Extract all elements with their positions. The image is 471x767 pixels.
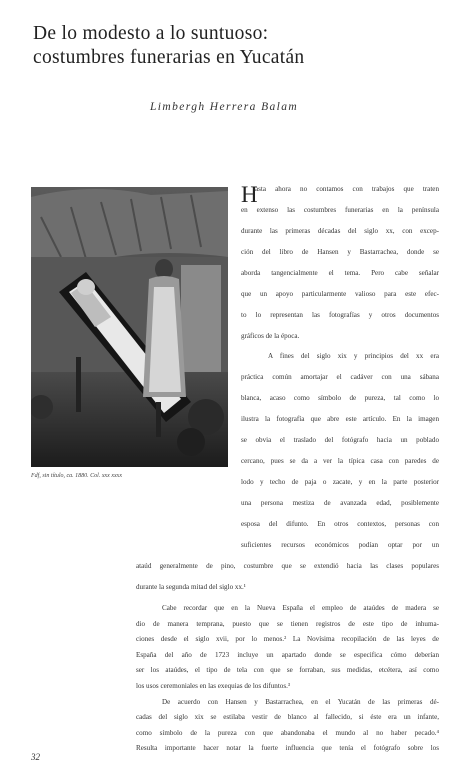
body-line: cercano, pues se da a ver la típica casa con paredes de	[241, 457, 439, 465]
body-line: una persona mestiza de avanzada edad, posiblemente	[241, 499, 439, 507]
body-line: De acuerdo con Hansen y Bastarrachea, en el Yucatán de las primeras dé-	[162, 697, 439, 706]
title-line-1: De lo modesto a lo suntuoso:	[33, 23, 269, 44]
body-line: ilustra la fotografía que abre este artículo. En la imagen	[241, 415, 439, 423]
body-line: durante la segunda mitad del siglo xx.¹	[136, 583, 246, 591]
body-line: ser los ataúdes, el tipo de tela con que se forraban, sus medidas, etcétera, así como	[136, 666, 439, 675]
article-title	[33, 22, 453, 70]
body-line: aborda tangencialmente el tema. Pero cabe señalar	[241, 269, 439, 277]
body-line: Resulta importante hacer notar la fuerte influencia que tenía el fotógrafo sobre los	[136, 744, 439, 753]
body-line: ciones desde el siglo xvii, por lo menos.² La Novísima recopilación de las leyes de	[136, 635, 439, 644]
body-line: gráficos de la época.	[241, 332, 300, 340]
body-line: asta ahora no contamos con trabajos que traten	[255, 185, 439, 193]
body-line: durante las primeras décadas del siglo xx, con excep-	[241, 227, 439, 235]
funeral-photograph	[31, 187, 228, 467]
body-line: como símbolo de la pureza con que abandonaba el mundo al no haber pecado.⁴	[136, 728, 439, 737]
body-line: se obvia el traslado del fotógrafo hacia un poblado	[241, 436, 439, 444]
body-line: cadas del siglo xix se estilaba vestir de blanco al fallecido, si éste era un infante,	[136, 713, 439, 722]
body-line: ataúd generalmente de pino, costumbre que se extendió hacia las clases populares	[136, 562, 439, 570]
body-line: lodo y techo de paja o zacate, y en la parte posterior	[241, 478, 439, 486]
title-line-2: costumbres funerarias en Yucatán	[33, 47, 305, 68]
body-line: práctica común amortajar el cadáver con una sábana	[241, 373, 439, 381]
body-line: en extenso las costumbres funerarias en la península	[241, 206, 439, 214]
page-number: 32	[31, 752, 40, 762]
body-line: los usos ceremoniales en las exequias de los difuntos.³	[136, 682, 291, 690]
body-line: que un apoyo particularmente valioso para este efec-	[241, 290, 439, 298]
body-line: to lo representan las fotografías y otros documentos	[241, 311, 439, 319]
figure-caption: Fdf, sin título, ca. 1880. Col. xxx xxxx	[31, 473, 122, 479]
body-line: suficientes recursos económicos podían optar por un	[241, 541, 439, 549]
body-line: España del año de 1723 incluye un apartado donde se especifica cómo deberían	[136, 650, 439, 659]
body-line: dio de manera temprana, puesto que se tienen registros de este tipo de inhuma-	[136, 619, 439, 628]
body-line: blanca, acaso como símbolo de pureza, tal como lo	[241, 394, 439, 402]
drop-cap: H	[241, 182, 258, 207]
body-line: A fines del siglo xix y principios del xx era	[268, 352, 439, 360]
body-line: Cabe recordar que en la Nueva España el empleo de ataúdes de madera se	[162, 604, 439, 612]
body-line: esposa del difunto. En otros contextos, personas con	[241, 520, 439, 528]
author-name: Limbergh Herrera Balam	[150, 101, 299, 113]
body-line: ción del libro de Hansen y Bastarrachea, donde se	[241, 248, 439, 256]
